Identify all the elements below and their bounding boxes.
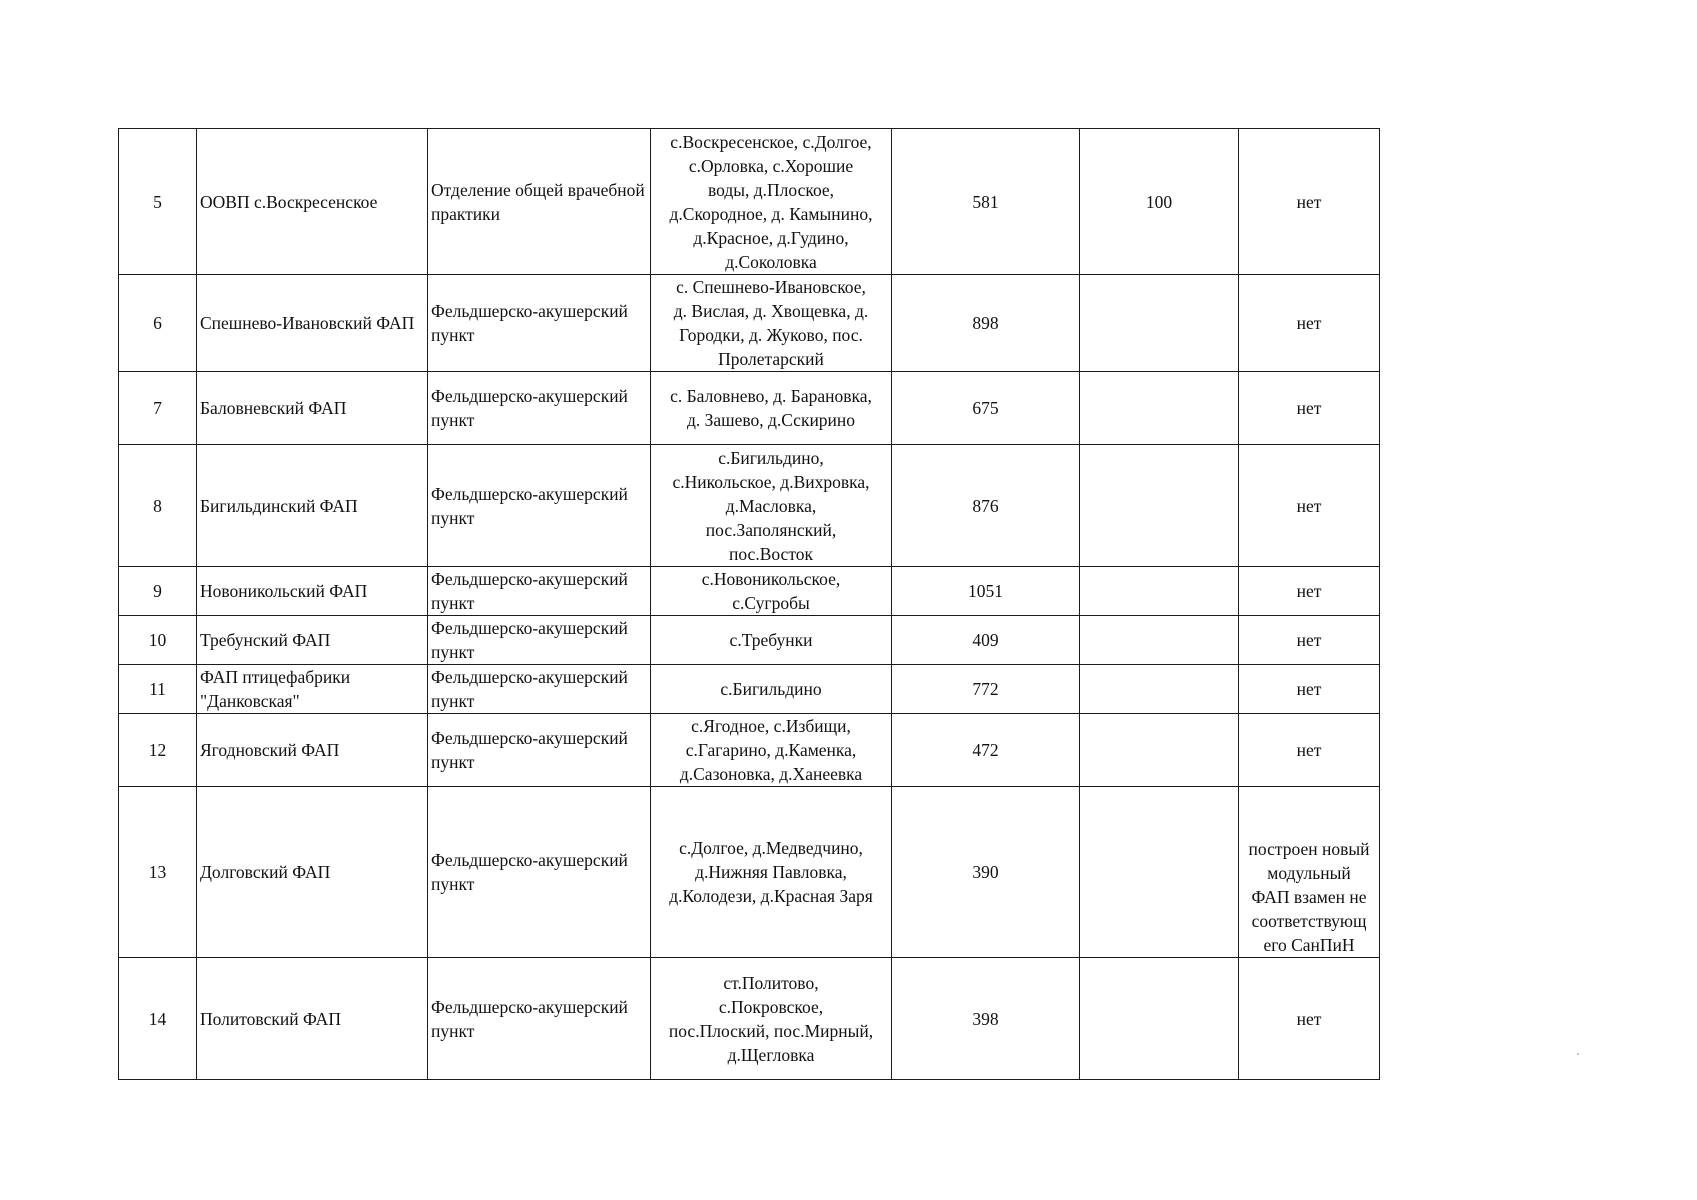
facility-name: Ягодновский ФАП	[197, 714, 428, 787]
served-settlements: ст.Политово, с.Покровское, пос.Плоский, пос.Мирный, д.Щегловка	[651, 958, 892, 1080]
note: нет	[1239, 445, 1380, 567]
table-row	[119, 372, 1380, 445]
row-number: 12	[119, 714, 197, 787]
served-settlements: с.Новоникольское, с.Сугробы	[651, 567, 892, 616]
row-number: 14	[119, 958, 197, 1080]
facilities-table	[118, 128, 1380, 1080]
population: 876	[892, 445, 1080, 567]
facility-type: Фельдшерско-акушерский пункт	[428, 275, 651, 372]
extra-value	[1080, 787, 1239, 958]
facility-name: Бигильдинский ФАП	[197, 445, 428, 567]
extra-value	[1080, 714, 1239, 787]
row-number: 8	[119, 445, 197, 567]
extra-value	[1080, 958, 1239, 1080]
extra-value	[1080, 275, 1239, 372]
served-settlements: с.Долгое, д.Медведчино, д.Нижняя Павловка, д.Колодези, д.Красная Заря	[651, 787, 892, 958]
extra-value	[1080, 445, 1239, 567]
facility-name: ООВП с.Воскресенское	[197, 129, 428, 275]
facility-type: Отделение общей врачебной практики	[428, 129, 651, 275]
facility-name: Требунский ФАП	[197, 616, 428, 665]
facility-type: Фельдшерско-акушерский пункт	[428, 445, 651, 567]
row-number: 13	[119, 787, 197, 958]
note: нет	[1239, 714, 1380, 787]
population: 772	[892, 665, 1080, 714]
table-row	[119, 129, 1380, 275]
row-number: 6	[119, 275, 197, 372]
extra-value	[1080, 372, 1239, 445]
facility-name: Спешнево-Ивановский ФАП	[197, 275, 428, 372]
note: нет	[1239, 665, 1380, 714]
note: нет	[1239, 372, 1380, 445]
facility-name: Долговский ФАП	[197, 787, 428, 958]
facility-type: Фельдшерско-акушерский пункт	[428, 372, 651, 445]
extra-value	[1080, 567, 1239, 616]
row-number: 11	[119, 665, 197, 714]
population: 390	[892, 787, 1080, 958]
population: 1051	[892, 567, 1080, 616]
table-row	[119, 616, 1380, 665]
served-settlements: с.Требунки	[651, 616, 892, 665]
row-number: 9	[119, 567, 197, 616]
facility-name: ФАП птицефабрики "Данковская"	[197, 665, 428, 714]
population: 409	[892, 616, 1080, 665]
extra-value: 100	[1080, 129, 1239, 275]
served-settlements: с. Баловнево, д. Барановка, д. Зашево, д.Сскирино	[651, 372, 892, 445]
served-settlements: с.Воскресенское, с.Долгое, с.Орловка, с.Хорошие воды, д.Плоское, д.Скородное, д. Камынино, д.Красное, д.Гудино, д.Соколовка	[651, 129, 892, 275]
population: 675	[892, 372, 1080, 445]
table-row	[119, 445, 1380, 567]
facility-name: Новоникольский ФАП	[197, 567, 428, 616]
note: нет	[1239, 129, 1380, 275]
note: нет	[1239, 275, 1380, 372]
served-settlements: с.Бигильдино	[651, 665, 892, 714]
served-settlements: с. Спешнево-Ивановское, д. Вислая, д. Хвощевка, д. Городки, д. Жуково, пос. Пролетарский	[651, 275, 892, 372]
table-row	[119, 787, 1380, 958]
table-row	[119, 665, 1380, 714]
facility-name: Политовский ФАП	[197, 958, 428, 1080]
extra-value	[1080, 616, 1239, 665]
facility-type: Фельдшерско-акушерский пункт	[428, 958, 651, 1080]
served-settlements: с.Ягодное, с.Избищи, с.Гагарино, д.Каменка, д.Сазоновка, д.Ханеевка	[651, 714, 892, 787]
row-number: 5	[119, 129, 197, 275]
note: нет	[1239, 616, 1380, 665]
population: 472	[892, 714, 1080, 787]
table-row	[119, 714, 1380, 787]
table-row	[119, 958, 1380, 1080]
table-row	[119, 567, 1380, 616]
facility-type: Фельдшерско-акушерский пункт	[428, 714, 651, 787]
population: 398	[892, 958, 1080, 1080]
note: построен новый модульный ФАП взамен не соответствующ его СанПиН	[1239, 787, 1380, 958]
scan-speck	[1577, 1053, 1579, 1055]
facility-type: Фельдшерско-акушерский пункт	[428, 787, 651, 958]
row-number: 10	[119, 616, 197, 665]
facility-name: Баловневский ФАП	[197, 372, 428, 445]
served-settlements: с.Бигильдино, с.Никольское, д.Вихровка, д.Масловка, пос.Заполянский, пос.Восток	[651, 445, 892, 567]
table-row	[119, 275, 1380, 372]
note: нет	[1239, 567, 1380, 616]
facility-type: Фельдшерско-акушерский пункт	[428, 616, 651, 665]
facility-type: Фельдшерско-акушерский пункт	[428, 665, 651, 714]
population: 581	[892, 129, 1080, 275]
extra-value	[1080, 665, 1239, 714]
row-number: 7	[119, 372, 197, 445]
population: 898	[892, 275, 1080, 372]
note: нет	[1239, 958, 1380, 1080]
facility-type: Фельдшерско-акушерский пункт	[428, 567, 651, 616]
